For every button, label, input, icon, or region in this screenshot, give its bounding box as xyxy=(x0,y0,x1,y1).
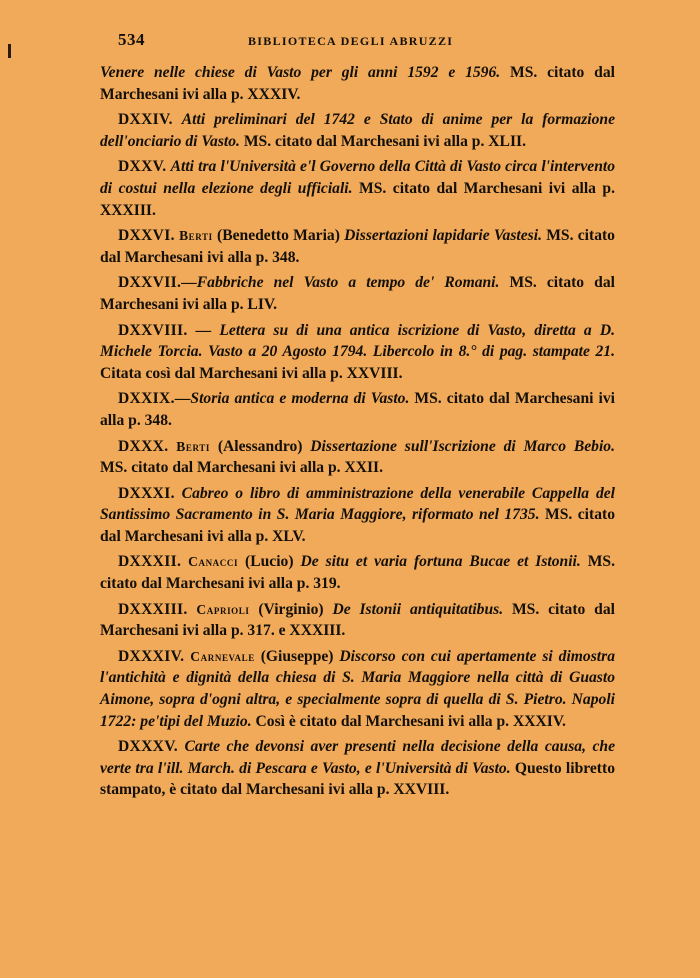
entry-number: DXXXI. xyxy=(118,484,175,502)
entry-title: Dissertazione sull'Iscrizione di Marco Bebio. xyxy=(310,437,615,455)
entry-author-given: (Alessandro) xyxy=(210,437,311,455)
entry-number: DXXXIV. xyxy=(118,647,185,665)
page-body xyxy=(100,62,615,805)
page-number: 534 xyxy=(118,30,145,49)
entry-dxxix xyxy=(100,388,615,431)
entry-number: DXXVIII. xyxy=(118,321,188,339)
entry-author-given: (Virginio) xyxy=(249,600,333,618)
entry-number: DXXXII. xyxy=(118,553,182,571)
entry-dxxxv xyxy=(100,736,615,801)
running-head: BIBLIOTECA DEGLI ABRUZZI xyxy=(248,34,454,48)
entry-citation: Citata così dal Marchesani ivi alla p. XXVIII. xyxy=(100,364,403,382)
entry-title: Discorso con cui apertamente si dimostra l'antichità e dignità della chiesa di S. Maria Maggiore nella città di Guasto Aimone, sopra d'ogni altra, e specialmente sopra di quella di S. Pietro. Napoli 1722: pe'tipi del Muzio. xyxy=(100,647,616,730)
entry-citation: MS. citato dal Marchesani ivi alla p. XXII. xyxy=(100,459,384,477)
entry-author-given: (Lucio) xyxy=(238,553,301,571)
entry-citation: MS. citato dal Marchesani ivi alla p. 317. e XXXIII. xyxy=(100,600,615,640)
entry-title: —Fabbriche nel Vasto a tempo de' Romani. xyxy=(181,274,500,292)
entry-number: DXXIX. xyxy=(118,390,175,408)
entry-title: Carte che devonsi aver presenti nella decisione della causa, che verte tra l'ill. March. di Pescara e Vasto, e l'Università di Vasto. xyxy=(100,738,615,777)
entry-dxxvii xyxy=(100,272,615,315)
entry-citation: MS. citato dal Marchesani ivi alla p. 348. xyxy=(100,227,615,266)
entry-title: Cabreo o libro di amministrazione della venerabile Cappella del Santissimo Sacramento in S. Maria Maggiore, riformato nel 1735. xyxy=(100,484,616,524)
entry-dxxxi xyxy=(100,483,615,548)
entry-title: Atti tra l'Università e'l Governo della Città di Vasto circa l'intervento di costui nella elezione degli ufficiali. xyxy=(100,158,615,197)
entry-dxxx xyxy=(100,436,615,479)
entry-number: DXXVI. xyxy=(118,227,175,245)
entry-dxxiv xyxy=(100,109,615,152)
entry-number: DXXXIII. xyxy=(118,600,188,618)
entry-number: DXXXV. xyxy=(118,738,178,756)
entry-citation: MS. citato dal Marchesani ivi alla p. XLII. xyxy=(239,132,526,150)
entry-author: Carnevale xyxy=(190,648,255,664)
entry-dxxxii xyxy=(100,551,615,594)
entry-citation: Così è citato dal Marchesani ivi alla p. XXXIV. xyxy=(251,712,566,730)
entry-title: Venere nelle chiese di Vasto per gli anni 1592 e 1596. xyxy=(100,64,501,81)
entry-citation: MS. citato dal Marchesani ivi alla p. 319. xyxy=(100,553,615,593)
entry-author-given: (Benedetto Maria) xyxy=(212,227,345,245)
entry-citation: Questo libretto stampato, è citato dal Marchesani ivi alla p. XXVIII. xyxy=(100,759,615,799)
entry-citation: MS. citato dal Marchesani ivi alla p. XXXIII. xyxy=(100,179,616,219)
entry-citation: MS. citato dal Marchesani ivi alla p. 348. xyxy=(100,390,615,429)
entry-dxxvi xyxy=(100,225,615,268)
entry-title: Atti preliminari del 1742 e Stato di anime per la formazione dell'onciario di Vasto. xyxy=(100,111,615,150)
entry-continuation xyxy=(100,62,615,105)
entry-number: DXXVII. xyxy=(118,274,182,292)
entry-number: DXXX. xyxy=(118,437,169,455)
entry-author: Berti xyxy=(176,438,210,454)
entry-dxxviii xyxy=(100,320,615,385)
entry-author: Berti xyxy=(179,228,213,244)
entry-title: — Lettera su di una antica iscrizione di Vasto, diretta a D. Michele Torcia. Vasto a 20 Agosto 1794. Libercolo in 8.° di pag. stampate 21. xyxy=(100,321,615,361)
entry-title: —Storia antica e moderna di Vasto. xyxy=(174,390,410,408)
entry-citation: MS. citato dal Marchesani ivi alla p. XLV. xyxy=(100,506,615,545)
entry-number: DXXV. xyxy=(118,158,167,176)
page-header xyxy=(118,30,598,52)
entry-title: De situ et varia fortuna Bucae et Istonii. xyxy=(300,553,581,571)
entry-title: Dissertazioni lapidarie Vastesi. xyxy=(344,227,542,245)
entry-author-given: (Giuseppe) xyxy=(254,647,340,665)
entry-author: Caprioli xyxy=(196,601,250,617)
entry-citation: MS. citato dal Marchesani ivi alla p. LIV. xyxy=(100,274,615,313)
entry-dxxv xyxy=(100,156,615,221)
margin-mark xyxy=(8,44,11,58)
entry-title: De Istonii antiquitatibus. xyxy=(332,600,504,618)
entry-dxxxiii xyxy=(100,599,615,642)
entry-citation: MS. citato dal Marchesani ivi alla p. XXXIV. xyxy=(100,64,615,103)
entry-author: Canacci xyxy=(188,554,239,570)
entry-number: DXXIV. xyxy=(118,111,173,129)
entry-dxxxiv xyxy=(100,646,615,732)
